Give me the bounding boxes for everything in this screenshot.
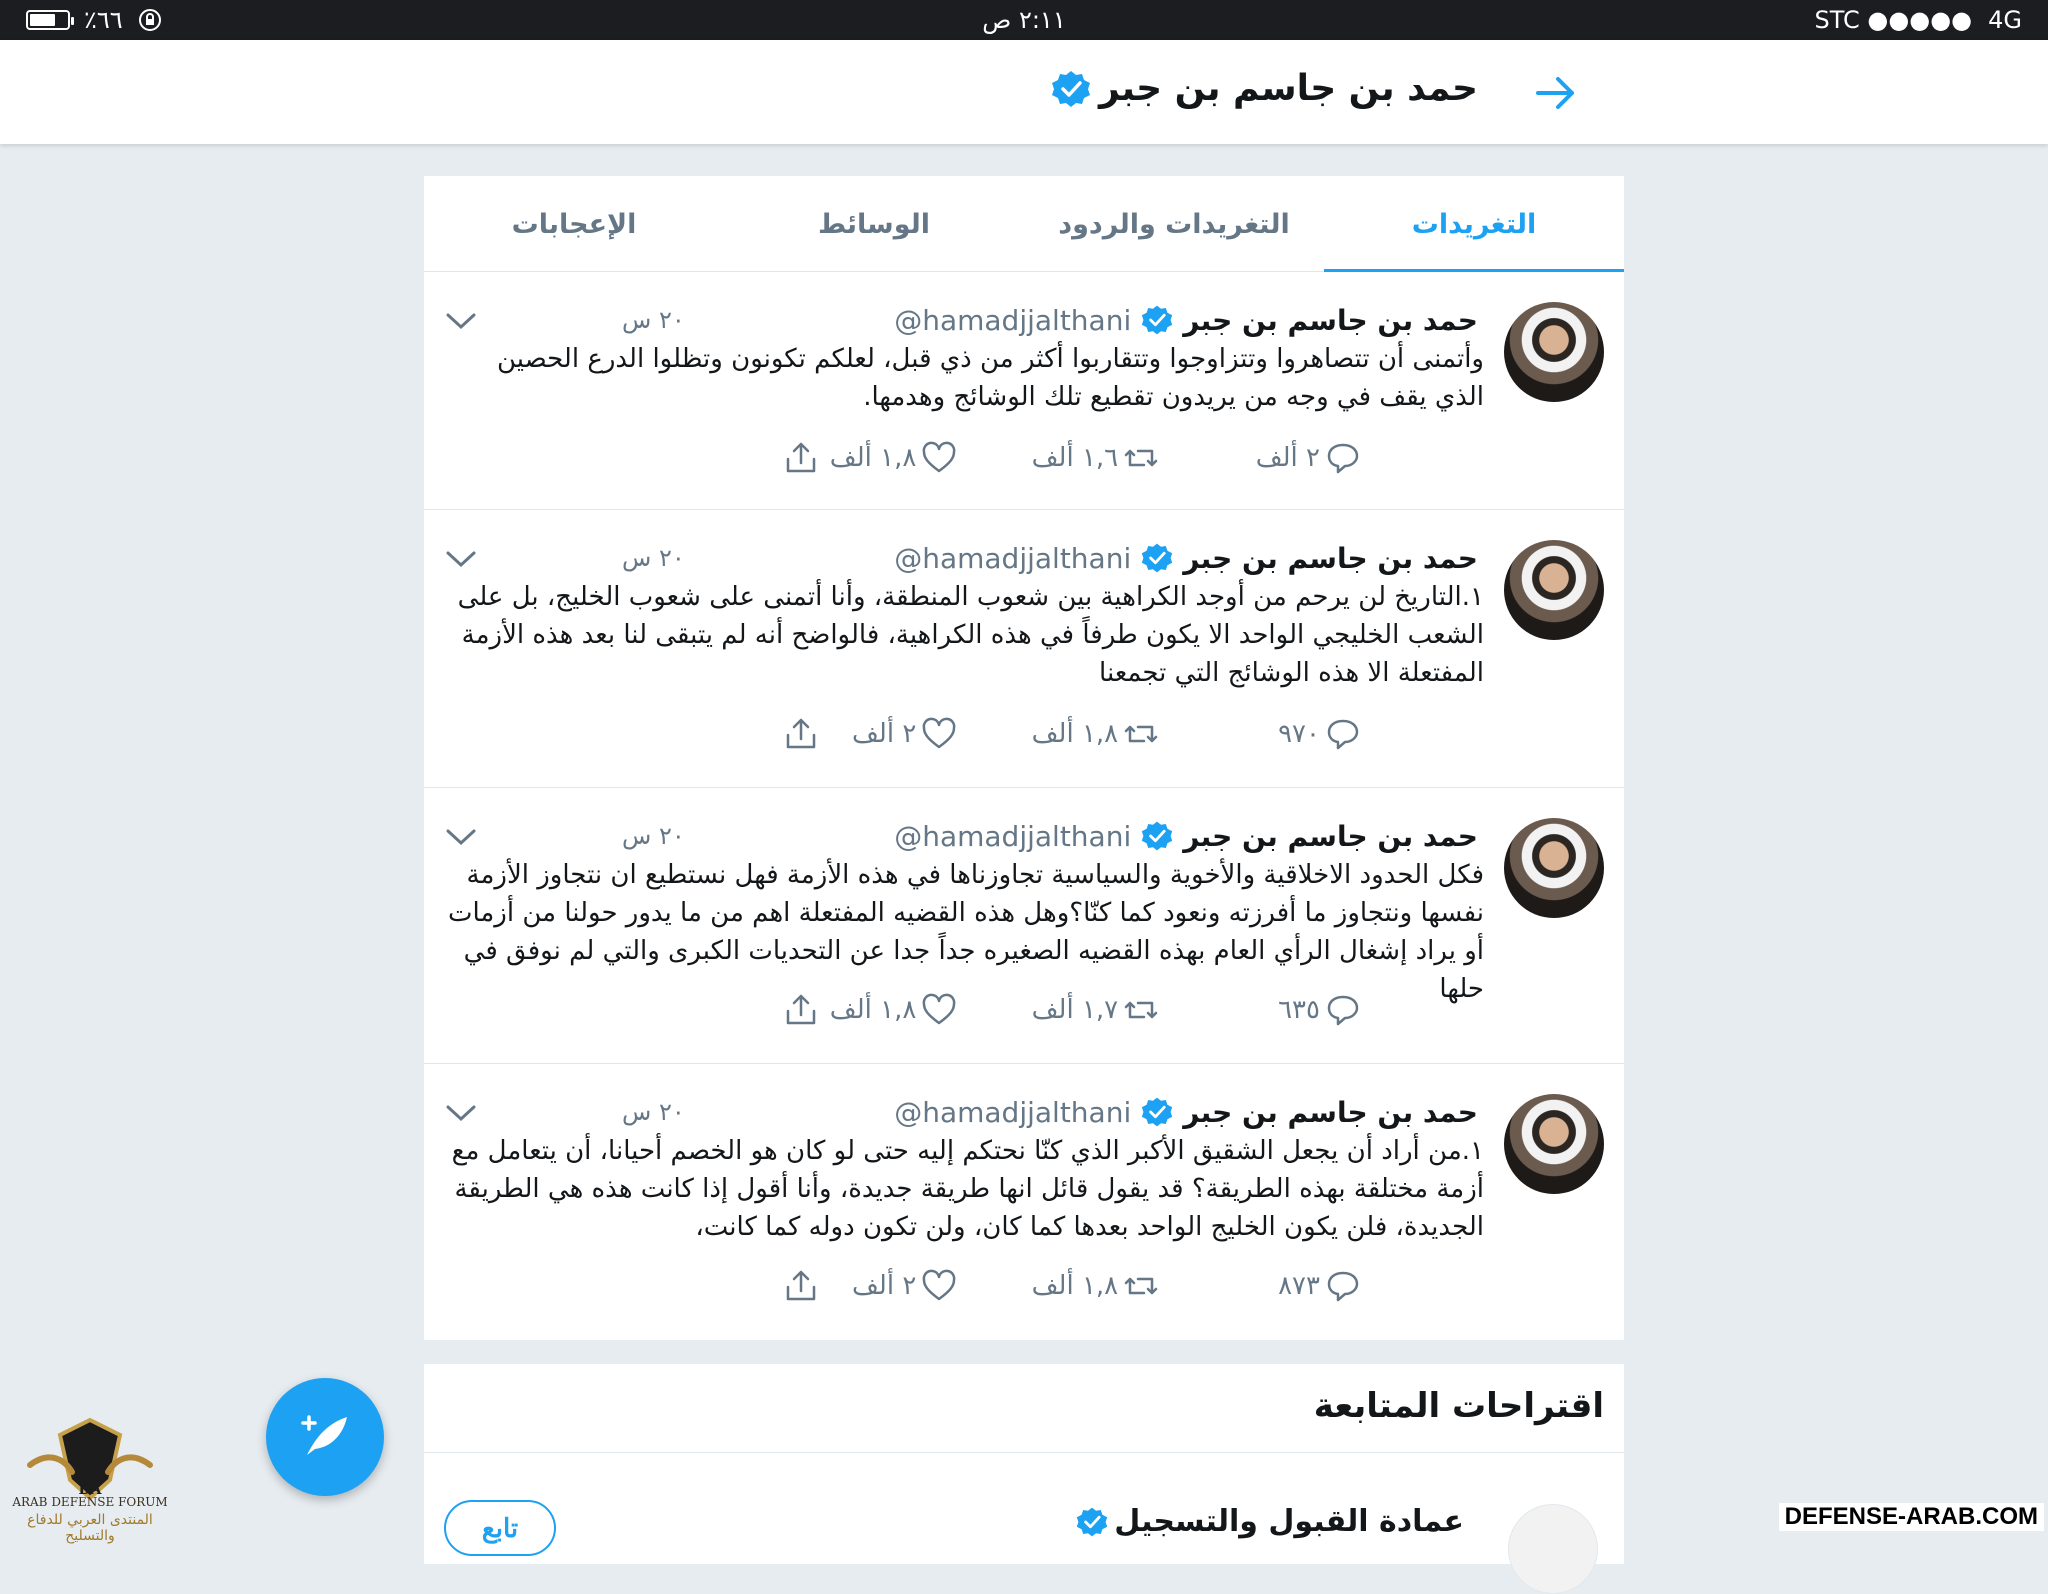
avatar[interactable] — [1504, 540, 1604, 640]
like-button[interactable] — [820, 439, 958, 477]
tweet-header — [894, 1092, 1478, 1132]
share-icon — [782, 991, 820, 1029]
verified-badge-icon — [1141, 1096, 1173, 1128]
like-button[interactable] — [820, 715, 958, 753]
tweet-text: ١.التاريخ لن يرحم من أوجد الكراهية بين شعوب المنطقة، وأنا أتمنى على شعوب الخليج، بل على الشعب الخليجي الواحد الا يكون طرفاً في هذه الكراهية، فالواضح أنه لم يتبقى لنا بعد هذه الأزمة المفتعلة الا هذه الوشائج التي تجمعنا — [457, 582, 1484, 688]
battery-icon — [26, 10, 70, 30]
divider — [424, 1452, 1624, 1453]
status-right — [1815, 6, 2022, 34]
tab-tweets[interactable]: التغريدات — [1324, 176, 1624, 272]
tweet-author-name[interactable]: حمد بن جاسم بن جبر — [1183, 541, 1478, 575]
status-left — [26, 6, 163, 34]
tab-media[interactable]: الوسائط — [817, 208, 931, 240]
share-icon — [782, 715, 820, 753]
tweet-author-name[interactable]: حمد بن جاسم بن جبر — [1183, 303, 1478, 337]
tweet[interactable] — [424, 510, 1624, 788]
retweet-button[interactable] — [958, 715, 1160, 753]
tweet-header — [894, 816, 1478, 856]
tweet[interactable] — [424, 788, 1624, 1064]
retweet-button[interactable] — [958, 1267, 1160, 1305]
like-count: ١,٨ ألف — [829, 995, 917, 1025]
like-count: ٢ ألف — [852, 719, 917, 749]
heart-icon — [920, 439, 958, 477]
reply-button[interactable] — [1160, 439, 1362, 477]
compose-feather-icon — [293, 1405, 357, 1469]
tweet-text: فكل الحدود الاخلاقية والأخوية والسياسية تجاوزناها في هذه الأزمة فهل نستطيع ان نتجاوز الأزمة نفسها ونتجاوز ما أفرزته ونعود كما كنّا؟وهل هذه القضيه المفتعلة اهم من ما يدور حولنا من أزمات أو يراد إشغال الرأي العام بهذه القضيه الصغيره جداً جدا عن التحديات الكبرى والتي لم نوفق في حلها — [447, 860, 1484, 1004]
arrow-right-icon[interactable] — [1528, 66, 1582, 120]
retweet-count: ١,٨ ألف — [1031, 719, 1119, 749]
retweet-icon — [1122, 1267, 1160, 1305]
tweet[interactable] — [424, 1064, 1624, 1340]
reply-count: ٦٣٥ — [1278, 995, 1320, 1025]
reply-count: ٩٧٠ — [1278, 719, 1320, 749]
reply-icon — [1324, 715, 1362, 753]
tab-likes[interactable]: الإعجابات — [511, 208, 637, 240]
reply-icon — [1324, 1267, 1362, 1305]
profile-tabs — [424, 176, 1624, 272]
retweet-button[interactable] — [958, 439, 1160, 477]
reply-count: ٨٧٣ — [1278, 1271, 1320, 1301]
avatar[interactable] — [1504, 1094, 1604, 1194]
retweet-count: ١,٨ ألف — [1031, 1271, 1119, 1301]
reply-icon — [1324, 991, 1362, 1029]
tweet-text: وأتمنى أن تتصاهروا وتتزاوجوا وتتقاربوا أكثر من ذي قبل، لعلكم تكونون وتظلوا الدرع الحصين الذي يقف في وجه من يريدون تقطيع تلك الوشائج وهدمها. — [496, 344, 1484, 412]
tweet-time: ٢٠ س — [622, 306, 685, 334]
status-time: ٢:١١ ص — [982, 6, 1066, 34]
tweet-handle[interactable]: @hamadjjalthani — [894, 819, 1132, 853]
profile-name: حمد بن جاسم بن جبر — [1099, 68, 1478, 109]
tweet-handle[interactable]: @hamadjjalthani — [894, 541, 1132, 575]
reply-button[interactable] — [1160, 991, 1362, 1029]
battery-percent: ٪٦٦ — [84, 6, 123, 34]
heart-icon — [920, 1267, 958, 1305]
retweet-icon — [1122, 715, 1160, 753]
share-icon — [782, 1267, 820, 1305]
profile-header — [0, 40, 2048, 144]
retweet-count: ١,٧ ألف — [1031, 995, 1119, 1025]
verified-badge-icon — [1141, 304, 1173, 336]
like-button[interactable] — [820, 991, 958, 1029]
tweet-actions — [782, 438, 1362, 478]
retweet-button[interactable] — [958, 991, 1160, 1029]
network-label: 4G — [1988, 6, 2022, 34]
verified-badge-icon — [1141, 820, 1173, 852]
suggested-account[interactable] — [1076, 1504, 1464, 1539]
tweet-author-name[interactable]: حمد بن جاسم بن جبر — [1183, 1095, 1478, 1129]
share-button[interactable] — [782, 991, 820, 1029]
page-title — [1051, 68, 1478, 109]
tweet-text: ١.من أراد أن يجعل الشقيق الأكبر الذي كنّا نحتكم إليه حتى لو كان هو الخصم أحيانا، أن يتعامل مع أزمة مختلقة بهذه الطريقة؟ قد يقول قائل انها طريقة جديدة، وأنا أقول إذا كانت هذه هي الطريقة الجديدة، فلن يكون الخليج الواحد بعدها كما كان، ولن تكون دوله كما كانت، — [451, 1136, 1484, 1242]
tweet-author-name[interactable]: حمد بن جاسم بن جبر — [1183, 819, 1478, 853]
retweet-count: ١,٦ ألف — [1031, 443, 1119, 473]
tweet[interactable] — [424, 272, 1624, 510]
tweet-handle[interactable]: @hamadjjalthani — [894, 303, 1132, 337]
verified-badge-icon — [1141, 542, 1173, 574]
tweet-timeline — [424, 272, 1624, 1340]
like-button[interactable] — [820, 1267, 958, 1305]
chevron-down-icon[interactable] — [444, 1098, 478, 1128]
reply-count: ٢ ألف — [1255, 443, 1320, 473]
forum-name-ar: المنتدى العربي للدفاع والتسليح — [27, 1512, 153, 1544]
forum-logo-initials: DA — [78, 1482, 102, 1498]
tweet-actions — [782, 714, 1362, 754]
status-bar — [0, 0, 2048, 40]
chevron-down-icon[interactable] — [444, 544, 478, 574]
avatar[interactable] — [1504, 818, 1604, 918]
suggestions-title: اقتراحات المتابعة — [1313, 1386, 1604, 1426]
avatar[interactable] — [1504, 302, 1604, 402]
tweet-header — [894, 300, 1478, 340]
heart-icon — [920, 991, 958, 1029]
retweet-icon — [1122, 439, 1160, 477]
tweet-time: ٢٠ س — [622, 822, 685, 850]
tweet-actions — [782, 990, 1362, 1030]
suggested-account-name: عمادة القبول والتسجيل — [1114, 1504, 1464, 1539]
tweet-actions — [782, 1266, 1362, 1306]
tweet-handle[interactable]: @hamadjjalthani — [894, 1095, 1132, 1129]
tweet-header — [894, 538, 1478, 578]
tweet-time: ٢٠ س — [622, 544, 685, 572]
tab-tweets-and-replies[interactable]: التغريدات والردود — [1058, 208, 1290, 240]
carrier-label: STC ●●●●● — [1814, 6, 1973, 34]
like-count: ٢ ألف — [852, 1271, 917, 1301]
reply-button[interactable] — [1160, 1267, 1362, 1305]
tweet-time: ٢٠ س — [622, 1098, 685, 1126]
share-button[interactable] — [782, 715, 820, 753]
retweet-icon — [1122, 991, 1160, 1029]
follow-button[interactable]: تابع — [444, 1500, 556, 1556]
reply-button[interactable] — [1160, 715, 1362, 753]
chevron-down-icon[interactable] — [444, 306, 478, 336]
share-button[interactable] — [782, 439, 820, 477]
chevron-down-icon[interactable] — [444, 822, 478, 852]
heart-icon — [920, 715, 958, 753]
follow-suggestions — [424, 1364, 1624, 1564]
verified-badge-icon — [1076, 1506, 1108, 1538]
forum-name-en: ARAB DEFENSE FORUM — [12, 1495, 168, 1509]
forum-url: DEFENSE-ARAB.COM — [1779, 1503, 2044, 1531]
compose-tweet-button[interactable] — [266, 1378, 384, 1496]
share-icon — [782, 439, 820, 477]
like-count: ١,٨ ألف — [829, 443, 917, 473]
rotation-lock-icon — [137, 7, 163, 33]
reply-icon — [1324, 439, 1362, 477]
share-button[interactable] — [782, 1267, 820, 1305]
verified-badge-icon — [1051, 69, 1091, 109]
avatar[interactable] — [1508, 1504, 1598, 1594]
